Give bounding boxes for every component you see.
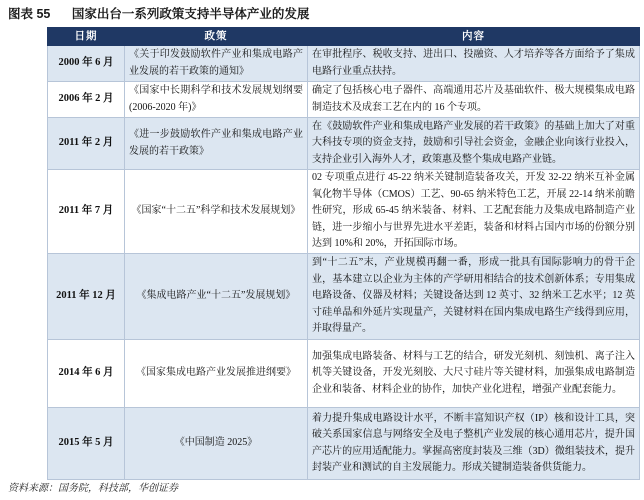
figure-label: 图表 55 — [8, 7, 51, 21]
policy-text: 《国家“十二五”科学和技术发展规划》 — [131, 204, 301, 216]
figure-title-text: 国家出台一系列政策支持半导体产业的发展 — [71, 7, 310, 21]
policy-cell — [125, 254, 308, 340]
date-cell: 2014 年 6 月 — [48, 340, 125, 408]
column-header-date: 日期 — [48, 28, 125, 46]
table-header — [48, 28, 640, 46]
table-row — [48, 46, 640, 82]
policy-text: 《国家中长期科学和技术发展规划纲要 (2006-2020 年)》 — [129, 85, 303, 113]
column-header-policy: 政策 — [125, 28, 308, 46]
content-cell: 02 专项重点进行 45-22 纳米关键制造装备攻关，开发 32-22 纳米互补金属氧化物半导体（CMOS）工艺、90-65 纳米特色工艺，开展 22-14 纳米前瞻性研究，形成 65-45 纳米装备、材料、工艺配套能力及集成电路制造产业链，进一步缩小与世界先进水平差距，装备和材料占国内市场的份额分别达到 10%和 20%，开拓国际市场。 — [308, 170, 640, 254]
table-row — [48, 82, 640, 118]
header-row — [48, 28, 640, 46]
content-cell: 在《鼓励软件产业和集成电路产业发展的若干政策》的基础上加大了对重大科技专项的资金支持，鼓励和引导社会资金，金融企业向该行业投入，支持企业引入海外人才，政策惠及整个集成电路产业链。 — [308, 118, 640, 170]
policy-text: 《国家集成电路产业发展推进纲要》 — [136, 366, 296, 378]
date-cell: 2011 年 12 月 — [48, 254, 125, 340]
table-row — [48, 170, 640, 254]
policy-cell — [125, 82, 308, 118]
content-cell: 着力提升集成电路设计水平，不断丰富知识产权（IP）核和设计工具，突破关系国家信息与网络安全及电子整机产业发展的核心通用芯片，提升国产芯片的应用适配能力。掌握高密度封装及三维（3D）微组装技术，提升封装产业和测试的自主发展能力。形成关键制造装备供货能力。 — [308, 408, 640, 480]
policy-cell — [125, 118, 308, 170]
figure-title — [8, 5, 309, 23]
source-note: 资料来源：国务院，科技部，华创证券 — [8, 483, 178, 494]
policy-cell — [125, 408, 308, 480]
policy-table — [47, 27, 640, 480]
date-cell: 2011 年 7 月 — [48, 170, 125, 254]
policy-text: 《集成电路产业“十二五”发展规划》 — [136, 289, 296, 301]
table-row — [48, 118, 640, 170]
content-cell: 确定了包括核心电子器件、高端通用芯片及基础软件、极大规模集成电路制造技术及成套工艺在内的 16 个专项。 — [308, 82, 640, 118]
content-cell: 在审批程序、税收支持、进出口、投融资、人才培养等各方面给予了集成电路行业重点扶持。 — [308, 46, 640, 82]
date-cell: 2015 年 5 月 — [48, 408, 125, 480]
content-cell: 加强集成电路装备、材料与工艺的结合，研发光刻机、刻蚀机、离子注入机等关键设备，开发光刻胶、大尺寸硅片等关键材料，加强集成电路制造企业和装备、材料企业的协作，加快产业化进程，增强产业配套能力。 — [308, 340, 640, 408]
policy-cell — [125, 340, 308, 408]
column-header-content: 内容 — [308, 28, 640, 46]
table-row — [48, 408, 640, 480]
content-cell: 到“十二五”末，产业规模再翻一番，形成一批具有国际影响力的骨干企业，基本建立以企业为主体的产学研用相结合的技术创新体系；专用集成电路设备、仪器及材料；关键设备达到 12 英寸、32 纳米工艺水平；12 英寸硅单晶和外延片实现量产，关键材料在国内集成电路生产线得到应用，并取得量产。 — [308, 254, 640, 340]
policy-cell — [125, 170, 308, 254]
date-cell: 2011 年 2 月 — [48, 118, 125, 170]
table-row — [48, 254, 640, 340]
date-cell: 2006 年 2 月 — [48, 82, 125, 118]
date-cell: 2000 年 6 月 — [48, 46, 125, 82]
table-body — [48, 46, 640, 480]
table-row — [48, 340, 640, 408]
policy-text: 《关于印发鼓励软件产业和集成电路产业发展的若干政策的通知》 — [129, 49, 303, 77]
policy-text: 《中国制造 2025》 — [174, 436, 258, 448]
policy-text: 《进一步鼓励软件产业和集成电路产业发展的若干政策》 — [129, 129, 303, 157]
policy-cell — [125, 46, 308, 82]
